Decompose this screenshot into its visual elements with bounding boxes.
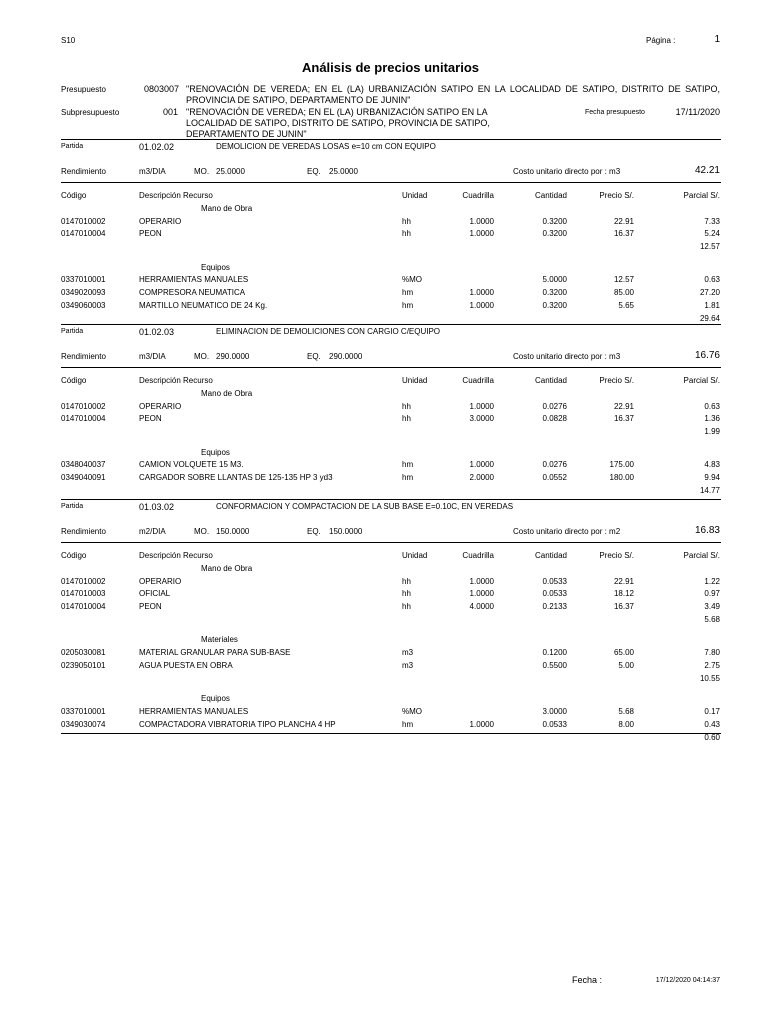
row-unit: hh (402, 414, 411, 424)
row-cantidad: 0.0552 (542, 473, 567, 483)
row-cuadrilla: 1.0000 (469, 719, 494, 729)
eq-value: 25.0000 (329, 167, 358, 176)
row-unit: hm (402, 719, 414, 729)
row-cuadrilla: 1.0000 (469, 576, 494, 586)
row-parcial: 0.63 (704, 275, 720, 285)
row-code: 0147010002 (61, 216, 106, 226)
row-cantidad: 0.3200 (542, 229, 567, 239)
row-cantidad: 0.0828 (542, 414, 567, 424)
col-header-codigo: Código (61, 551, 87, 560)
row-cantidad: 0.0276 (542, 460, 567, 470)
rendimiento-unit: m2/DIA (139, 527, 166, 536)
row-code: 0349040091 (61, 473, 106, 483)
subpresupuesto-description: "RENOVACIÓN DE VEREDA; EN EL (LA) URBANIZACIÓN SATIPO EN LA LOCALIDAD DE SATIPO, DISTRITO DE SATIPO, PROVINCIA DE SATIPO, DEPARTAMENTO DE JUNIN" (186, 107, 490, 139)
col-header-cuadrilla: Cuadrilla (462, 376, 494, 385)
partida-code: 01.02.03 (139, 327, 175, 337)
row-description: MATERIAL GRANULAR PARA SUB-BASE (139, 648, 291, 658)
row-unit: hh (402, 401, 411, 411)
separator-line (61, 733, 721, 734)
mo-value: 25.0000 (216, 167, 245, 176)
costo-unitario-label: Costo unitario directo por : m3 (513, 167, 621, 176)
row-description: OFICIAL (139, 589, 171, 599)
col-header-descripcion: Descripción Recurso (139, 551, 213, 560)
system-label: S10 (61, 36, 76, 45)
col-header-parcial: Parcial S/. (683, 551, 720, 560)
row-description: COMPACTADORA VIBRATORIA TIPO PLANCHA 4 HP (139, 719, 336, 729)
mo-value: 290.0000 (216, 352, 250, 361)
subpresupuesto-code: 001 (163, 107, 179, 117)
row-unit: hm (402, 301, 414, 311)
group-title: Equipos (201, 694, 230, 704)
row-cantidad: 0.3200 (542, 216, 567, 226)
group-subtotal: 0.60 (704, 732, 720, 742)
row-precio: 8.00 (618, 719, 634, 729)
row-unit: hh (402, 602, 411, 612)
row-cantidad: 0.0533 (542, 719, 567, 729)
partida-code: 01.03.02 (139, 502, 175, 512)
group-title: Mano de Obra (201, 388, 253, 398)
mo-label: MO. (194, 527, 210, 536)
row-precio: 16.37 (613, 229, 634, 239)
col-header-precio: Precio S/. (599, 191, 634, 200)
row-precio: 16.37 (613, 602, 634, 612)
rendimiento-label: Rendimiento (61, 352, 106, 361)
row-parcial: 7.33 (704, 216, 720, 226)
mo-label: MO. (194, 167, 210, 176)
eq-label: EQ. (307, 527, 321, 536)
row-precio: 5.65 (618, 301, 634, 311)
col-header-unidad: Unidad (402, 191, 428, 200)
row-description: HERRAMIENTAS MANUALES (139, 707, 249, 717)
row-code: 0348040037 (61, 460, 106, 470)
row-parcial: 0.63 (704, 401, 720, 411)
costo-unitario-value: 42.21 (694, 165, 720, 176)
col-header-descripcion: Descripción Recurso (139, 376, 213, 385)
row-code: 0239050101 (61, 661, 106, 671)
row-description: OPERARIO (139, 576, 182, 586)
group-subtotal: 10.55 (699, 673, 720, 683)
row-parcial: 2.75 (704, 661, 720, 671)
row-precio: 18.12 (613, 589, 634, 599)
costo-unitario-label: Costo unitario directo por : m3 (513, 352, 621, 361)
group-subtotal: 12.57 (699, 242, 720, 252)
eq-value: 290.0000 (329, 352, 363, 361)
col-header-cantidad: Cantidad (534, 376, 567, 385)
row-cuadrilla: 1.0000 (469, 401, 494, 411)
row-cantidad: 0.1200 (542, 648, 567, 658)
group-title: Equipos (201, 447, 230, 457)
row-parcial: 5.24 (704, 229, 720, 239)
row-description: OPERARIO (139, 216, 182, 226)
row-cuadrilla: 1.0000 (469, 460, 494, 470)
row-precio: 65.00 (613, 648, 634, 658)
costo-unitario-value: 16.76 (694, 350, 720, 361)
row-cantidad: 0.2133 (542, 602, 567, 612)
row-code: 0147010004 (61, 414, 106, 424)
partida-code: 01.02.02 (139, 142, 175, 152)
group-subtotal: 29.64 (699, 313, 720, 323)
row-parcial: 7.80 (704, 648, 720, 658)
group-title: Mano de Obra (201, 563, 253, 573)
row-parcial: 4.83 (704, 460, 720, 470)
costo-unitario-label: Costo unitario directo por : m2 (513, 527, 621, 536)
row-code: 0349060003 (61, 301, 106, 311)
row-code: 0147010002 (61, 576, 106, 586)
row-description: MARTILLO NEUMATICO DE 24 Kg. (139, 301, 268, 311)
row-precio: 175.00 (609, 460, 634, 470)
row-parcial: 3.49 (704, 602, 720, 612)
col-header-codigo: Código (61, 376, 87, 385)
col-header-descripcion: Descripción Recurso (139, 191, 213, 200)
col-header-unidad: Unidad (402, 551, 428, 560)
col-header-codigo: Código (61, 191, 87, 200)
separator-line (61, 324, 721, 325)
row-unit: hm (402, 288, 414, 298)
row-cantidad: 5.0000 (542, 275, 567, 285)
col-header-parcial: Parcial S/. (683, 376, 720, 385)
row-unit: hm (402, 473, 414, 483)
row-description: PEON (139, 602, 162, 612)
eq-label: EQ. (307, 352, 321, 361)
mo-value: 150.0000 (216, 527, 250, 536)
row-parcial: 0.43 (704, 719, 720, 729)
row-precio: 85.00 (613, 288, 634, 298)
col-header-cuadrilla: Cuadrilla (462, 551, 494, 560)
row-cantidad: 0.0533 (542, 589, 567, 599)
row-description: PEON (139, 414, 162, 424)
row-code: 0337010001 (61, 275, 106, 285)
row-parcial: 1.81 (704, 301, 720, 311)
row-unit: %MO (402, 707, 422, 717)
separator-line (61, 542, 721, 543)
row-parcial: 9.94 (704, 473, 720, 483)
presupuesto-label: Presupuesto (61, 85, 106, 94)
row-precio: 12.57 (613, 275, 634, 285)
row-cuadrilla: 1.0000 (469, 229, 494, 239)
row-code: 0147010004 (61, 229, 106, 239)
row-cantidad: 0.3200 (542, 288, 567, 298)
page-title: Análisis de precios unitarios (302, 60, 479, 75)
separator-line (61, 499, 721, 500)
partida-label: Partida (61, 328, 84, 335)
fecha-presupuesto-label: Fecha presupuesto (585, 109, 645, 116)
row-cuadrilla: 1.0000 (469, 301, 494, 311)
row-precio: 22.91 (613, 401, 634, 411)
row-precio: 22.91 (613, 576, 634, 586)
row-unit: %MO (402, 275, 422, 285)
row-precio: 5.68 (618, 707, 634, 717)
row-cuadrilla: 1.0000 (469, 216, 494, 226)
row-description: OPERARIO (139, 401, 182, 411)
eq-value: 150.0000 (329, 527, 363, 536)
row-description: AGUA PUESTA EN OBRA (139, 661, 233, 671)
row-code: 0349020093 (61, 288, 106, 298)
partida-name: CONFORMACION Y COMPACTACION DE LA SUB BASE E=0.10C, EN VEREDAS (216, 502, 514, 511)
page-number: 1 (714, 34, 720, 45)
row-cuadrilla: 1.0000 (469, 589, 494, 599)
row-description: HERRAMIENTAS MANUALES (139, 275, 249, 285)
presupuesto-code: 0803007 (144, 84, 180, 94)
row-precio: 180.00 (609, 473, 634, 483)
col-header-unidad: Unidad (402, 376, 428, 385)
row-description: PEON (139, 229, 162, 239)
row-cantidad: 3.0000 (542, 707, 567, 717)
rendimiento-unit: m3/DIA (139, 167, 166, 176)
partida-name: DEMOLICION DE VEREDAS LOSAS e=10 cm CON EQUIPO (216, 142, 436, 151)
row-description: CARGADOR SOBRE LLANTAS DE 125-135 HP 3 yd3 (139, 473, 333, 483)
row-cantidad: 0.0276 (542, 401, 567, 411)
separator-line (61, 182, 721, 183)
row-cantidad: 0.0533 (542, 576, 567, 586)
row-parcial: 27.20 (699, 288, 720, 298)
row-description: COMPRESORA NEUMATICA (139, 288, 246, 298)
row-code: 0337010001 (61, 707, 106, 717)
row-precio: 22.91 (613, 216, 634, 226)
separator-line (61, 367, 721, 368)
row-description: CAMION VOLQUETE 15 M3. (139, 460, 244, 470)
row-cantidad: 0.5500 (542, 661, 567, 671)
group-subtotal: 14.77 (699, 486, 720, 496)
group-title: Materiales (201, 635, 238, 645)
group-subtotal: 5.68 (704, 615, 720, 624)
rendimiento-label: Rendimiento (61, 167, 106, 176)
partida-name: ELIMINACION DE DEMOLICIONES CON CARGIO C/EQUIPO (216, 327, 441, 336)
group-title: Equipos (201, 262, 230, 272)
row-code: 0147010002 (61, 401, 106, 411)
row-code: 0147010003 (61, 589, 106, 599)
group-title: Mano de Obra (201, 203, 253, 213)
group-subtotal: 1.99 (704, 427, 720, 437)
rendimiento-label: Rendimiento (61, 527, 106, 536)
row-unit: hh (402, 229, 411, 239)
rendimiento-unit: m3/DIA (139, 352, 166, 361)
row-parcial: 0.97 (704, 589, 720, 599)
col-header-cantidad: Cantidad (534, 191, 567, 200)
row-cantidad: 0.3200 (542, 301, 567, 311)
partida-label: Partida (61, 143, 84, 150)
presupuesto-description: "RENOVACIÓN DE VEREDA; EN EL (LA) URBANIZACIÓN SATIPO EN LA LOCALIDAD DE SATIPO, DISTRITO DE SATIPO, PROVINCIA DE SATIPO, DEPARTAMENTO DE JUNIN" (186, 84, 720, 105)
row-unit: hh (402, 216, 411, 226)
row-precio: 5.00 (618, 661, 634, 671)
col-header-precio: Precio S/. (599, 376, 634, 385)
row-precio: 16.37 (613, 414, 634, 424)
row-cuadrilla: 3.0000 (469, 414, 494, 424)
row-unit: hm (402, 460, 414, 470)
row-unit: m3 (402, 648, 414, 658)
col-header-precio: Precio S/. (599, 551, 634, 560)
row-cuadrilla: 4.0000 (469, 602, 494, 612)
row-code: 0349030074 (61, 719, 106, 729)
row-cuadrilla: 2.0000 (469, 473, 494, 483)
page-label: Página : (646, 36, 676, 45)
row-unit: m3 (402, 661, 414, 671)
row-parcial: 1.22 (704, 576, 720, 586)
col-header-cuadrilla: Cuadrilla (462, 191, 494, 200)
col-header-cantidad: Cantidad (534, 551, 567, 560)
row-parcial: 0.17 (704, 707, 720, 717)
footer-fecha-value: 17/12/2020 04:14:37 (655, 977, 720, 984)
row-code: 0205030081 (61, 648, 106, 658)
separator-line (61, 139, 721, 140)
costo-unitario-value: 16.83 (694, 525, 720, 536)
partida-label: Partida (61, 503, 84, 510)
subpresupuesto-label: Subpresupuesto (61, 108, 120, 117)
footer-fecha-label: Fecha : (572, 975, 603, 985)
mo-label: MO. (194, 352, 210, 361)
row-unit: hh (402, 589, 411, 599)
fecha-presupuesto-value: 17/11/2020 (675, 107, 720, 117)
col-header-parcial: Parcial S/. (683, 191, 720, 200)
eq-label: EQ. (307, 167, 321, 176)
row-unit: hh (402, 576, 411, 586)
row-cuadrilla: 1.0000 (469, 288, 494, 298)
row-code: 0147010004 (61, 602, 106, 612)
row-parcial: 1.36 (704, 414, 720, 424)
